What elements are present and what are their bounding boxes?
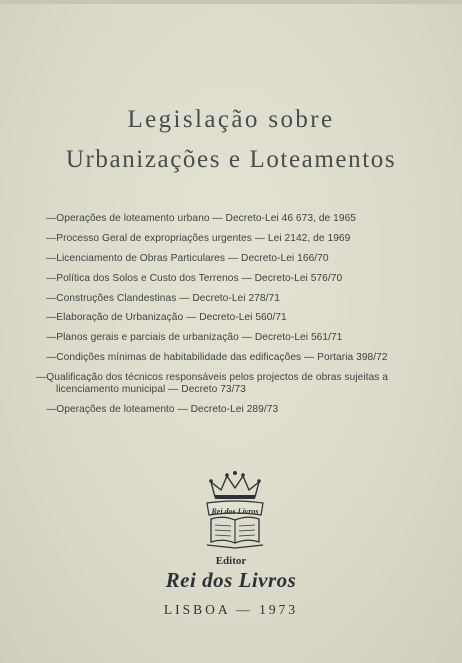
list-dash: — — [46, 213, 57, 224]
list-dash: — — [46, 272, 57, 284]
list-item — [46, 332, 426, 344]
list-item-text: Política dos Solos e Custo dos Terrenos — Decreto-Lei 576/70 — [56, 272, 343, 284]
publisher-name: Rei dos Livros — [165, 568, 297, 592]
list-item-text: Qualificação dos técnicos responsáveis pelos projectos de obras sujeitas a licenciamento municipal — Decreto 73/73 — [46, 372, 389, 396]
place-year: LISBOA — 1973 — [163, 602, 299, 617]
list-dash: — — [46, 404, 57, 416]
list-item-text: Processo Geral de expropriações urgentes — Lei 2142, de 1969 — [56, 232, 351, 244]
list-dash: — — [46, 352, 57, 364]
publisher-logo — [201, 470, 269, 550]
list-item — [46, 213, 426, 225]
logo-label: Rei dos Livros — [211, 507, 259, 516]
editor-label: Editor — [215, 555, 247, 567]
list-item — [36, 372, 426, 396]
list-item-text: Condições mínimas de habitabilidade das edificações — Portaria 398/72 — [56, 352, 388, 364]
list-dash: — — [46, 292, 57, 304]
title-line-1: Legislação sobre — [127, 106, 335, 133]
list-item — [46, 293, 426, 305]
list-dash: — — [46, 232, 57, 244]
list-item — [46, 233, 426, 245]
list-item — [46, 273, 426, 285]
list-dash: — — [46, 332, 57, 344]
list-item — [46, 312, 426, 324]
list-item-text: Planos gerais e parciais de urbanização — Decreto-Lei 561/71 — [56, 332, 343, 344]
list-item-text: Construções Clandestinas — Decreto-Lei 278/71 — [56, 292, 280, 304]
list-item-text: Operações de loteamento — Decreto-Lei 289/73 — [56, 404, 279, 416]
list-item — [46, 352, 426, 364]
list-dash: — — [46, 252, 57, 264]
cover-top-edge — [0, 0, 462, 4]
list-item-text: Operações de loteamento urbano — Decreto-Lei 46 673, de 1965 — [56, 213, 357, 224]
list-item — [46, 253, 426, 265]
list-item — [46, 404, 426, 416]
list-dash: — — [46, 312, 57, 324]
legislation-list — [36, 213, 426, 424]
list-item-text: Licenciamento de Obras Particulares — Decreto-Lei 166/70 — [56, 252, 329, 264]
title-line-2: Urbanizações e Loteamentos — [65, 146, 397, 173]
list-item-text: Elaboração de Urbanização — Decreto-Lei 560/71 — [56, 312, 287, 324]
